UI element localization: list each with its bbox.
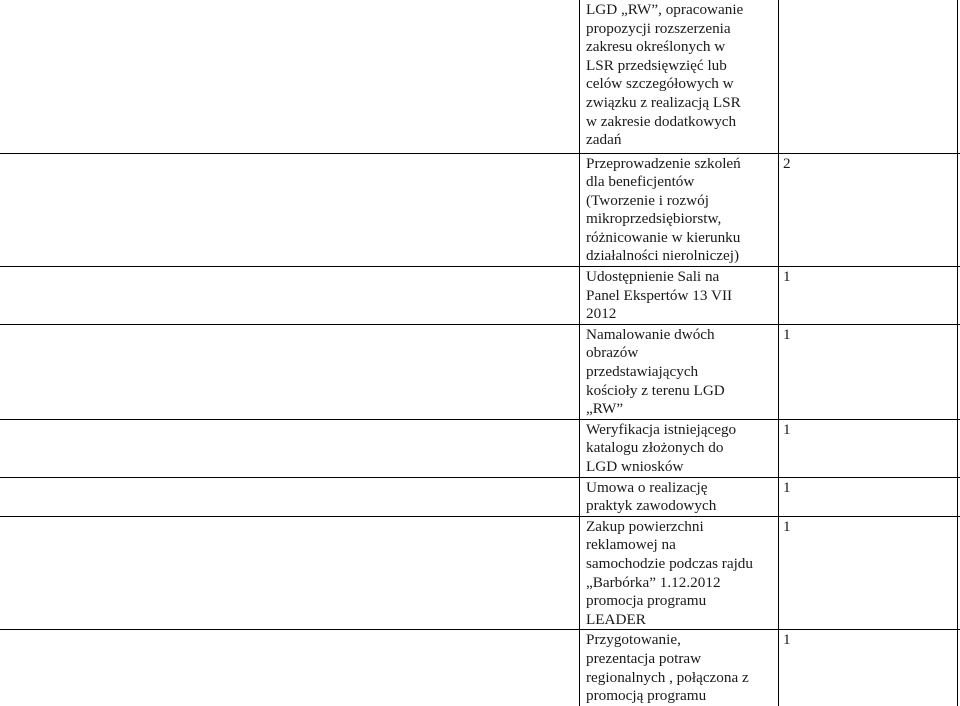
table-row [0,630,960,706]
count-cell [779,419,958,477]
count-cell [779,0,958,153]
count-text: 1 [783,479,791,496]
table-row [0,324,960,419]
table-row [0,477,960,516]
left-blank-cell [0,267,580,325]
left-blank-cell [0,0,580,153]
left-blank-cell [0,630,580,706]
count-text: 2 [783,155,791,172]
left-blank-cell [0,153,580,267]
description-cell [580,516,779,630]
table-row [0,267,960,325]
count-text: 1 [783,326,791,343]
description-text: Zakup powierzchni reklamowej na samochodzie podczas rajdu „Barbórka” 1.12.2012 promocja programu LEADER [586,518,753,628]
count-cell [779,153,958,267]
description-cell [580,324,779,419]
table-row [0,419,960,477]
count-text: 1 [783,421,791,438]
description-text: Udostępnienie Sali na Panel Ekspertów 13 VII 2012 [586,268,732,322]
description-text: LGD „RW”, opracowanie propozycji rozszerzenia zakresu określonych w LSR przedsięwzięć lub celów szczegółowych w związku z realizacją LSR w zakresie dodatkowych zadań [586,1,743,148]
left-blank-cell [0,477,580,516]
count-cell [779,477,958,516]
left-blank-cell [0,516,580,630]
description-text: Weryfikacja istniejącego katalogu złożonych do LGD wniosków [586,421,736,475]
left-blank-cell [0,419,580,477]
count-cell [779,267,958,325]
description-text: Namalowanie dwóch obrazów przedstawiających kościoły z terenu LGD „RW” [586,326,725,417]
description-cell [580,0,779,153]
count-cell [779,630,958,706]
table-row [0,0,960,153]
table-row [0,153,960,267]
description-text: Przygotowanie, prezentacja potraw regionalnych , połączona z promocją programu [586,631,749,704]
description-text: Umowa o realizację praktyk zawodowych [586,479,716,515]
count-cell [779,324,958,419]
description-cell [580,153,779,267]
description-cell [580,419,779,477]
count-cell [779,516,958,630]
count-text: 1 [783,631,791,648]
count-text: 1 [783,268,791,285]
count-text: 1 [783,518,791,535]
left-blank-cell [0,324,580,419]
description-cell [580,267,779,325]
description-text: Przeprowadzenie szkoleń dla beneficjentów (Tworzenie i rozwój mikroprzedsiębiorstw, różnicowanie w kierunku działalności nierolniczej) [586,155,741,265]
table-row [0,516,960,630]
description-cell [580,477,779,516]
description-cell [580,630,779,706]
